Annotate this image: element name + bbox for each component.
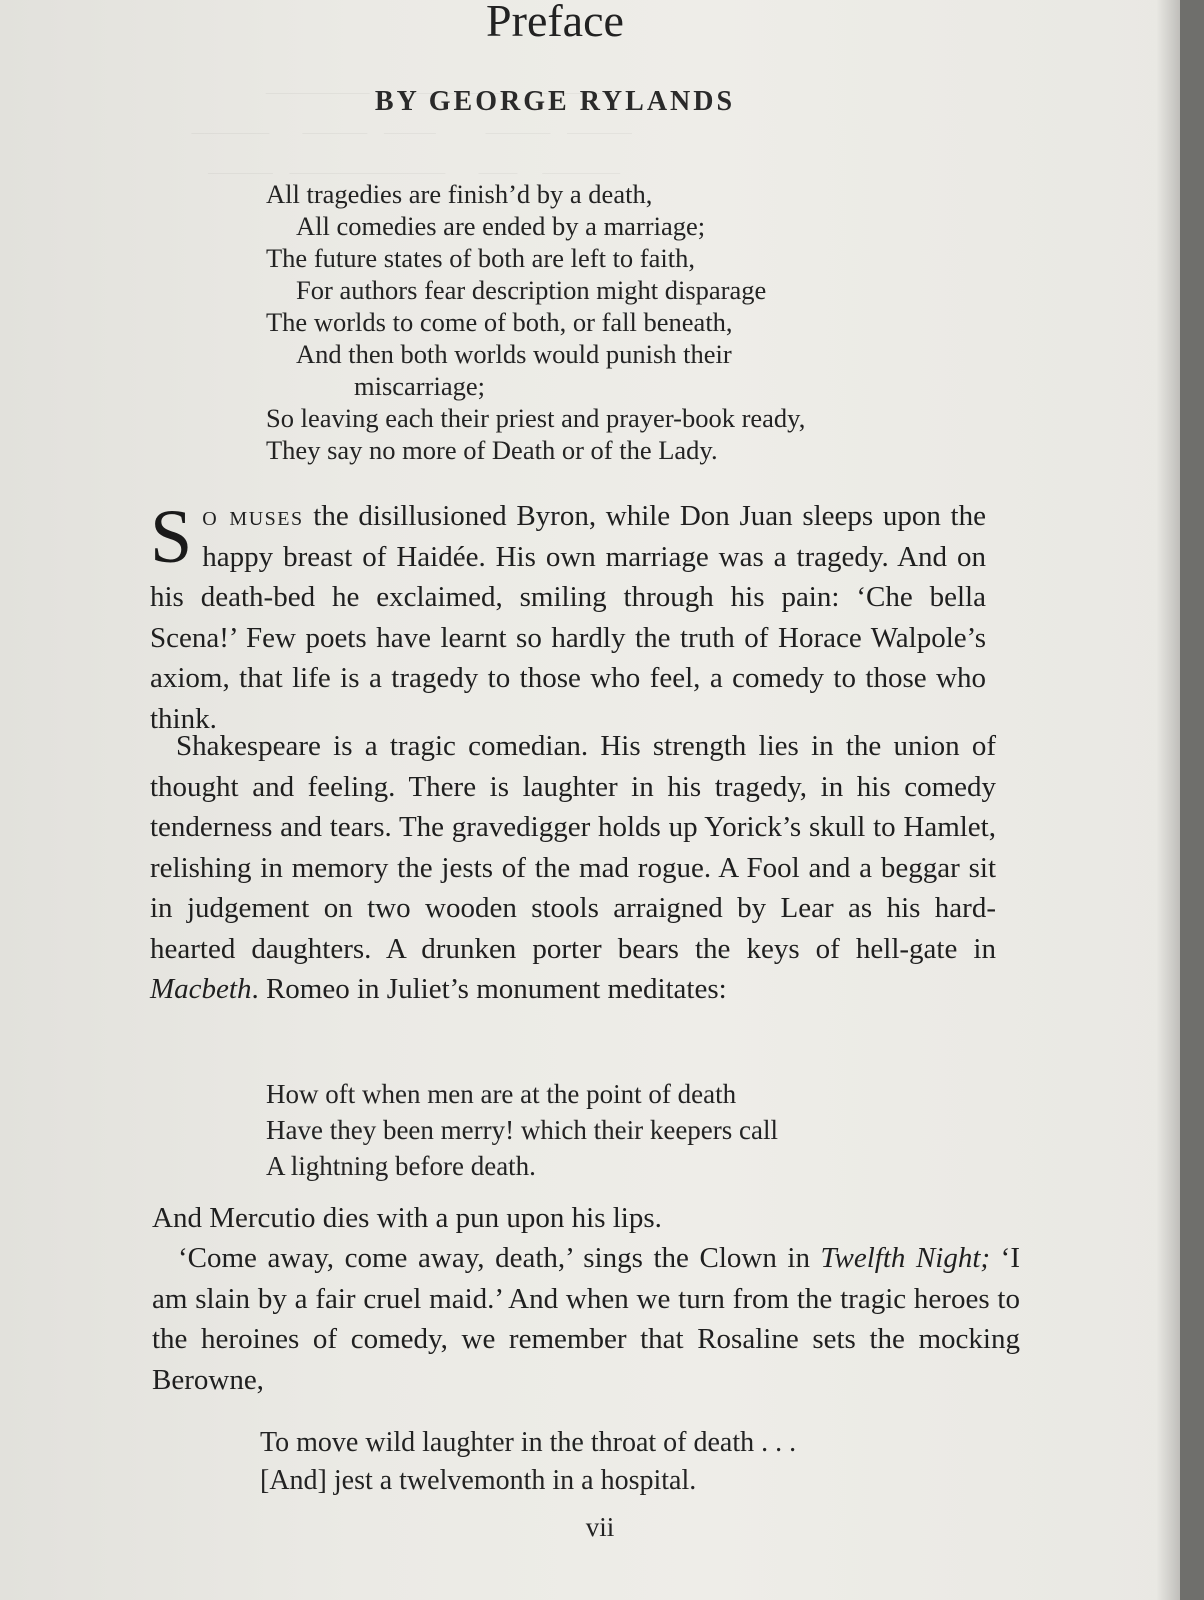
romeo-verse [266, 1076, 778, 1184]
verse-line: Have they been merry! which their keepers call [266, 1115, 779, 1145]
paragraph-text: ‘Come away, come away, death,’ sings the Clown in [178, 1242, 821, 1274]
play-title: Twelfth Night; [820, 1242, 991, 1274]
drop-cap: S [150, 495, 193, 579]
verse-line: How oft when men are at the point of death [266, 1079, 737, 1109]
paragraph-byron [150, 496, 986, 739]
paragraph-text: ‘I am slain by a fair cruel maid.’ And when we turn from the tragic heroes to the heroines of comedy, we remember that Rosaline sets the mocking Berowne, [152, 1242, 1020, 1396]
verse-line: [And] jest a twelvemonth in a hospital. [260, 1465, 697, 1496]
opening-verse [266, 178, 805, 466]
verse-line: A lightning before death. [266, 1151, 536, 1181]
verse-line: And then both worlds would punish their [296, 339, 732, 369]
paragraph-twelfth-night [152, 1238, 1020, 1400]
page-edge-shadow [1156, 0, 1180, 1600]
verse-line: To move wild laughter in the throat of death . . . [260, 1427, 797, 1458]
small-caps-opening: o muses [202, 500, 304, 532]
page-number: vii [585, 1512, 615, 1542]
verse-line: All tragedies are finish’d by a death, [266, 179, 653, 209]
byline: BY GEORGE RYLANDS [374, 86, 736, 117]
paragraph-mercutio [152, 1198, 1012, 1239]
verse-line: The worlds to come of both, or fall beneath, [266, 307, 733, 337]
paragraph-shakespeare [150, 726, 996, 1010]
berowne-verse [260, 1424, 796, 1500]
verse-line: All comedies are ended by a marriage; [296, 211, 706, 241]
verse-line: For authors fear description might disparage [296, 275, 767, 305]
verse-line: So leaving each their priest and prayer-book ready, [266, 403, 806, 433]
page-title: Preface [486, 0, 624, 46]
verse-line: They say no more of Death or of the Lady. [266, 435, 718, 465]
paragraph-text: . Romeo in Juliet’s monument meditates: [251, 973, 727, 1005]
play-title: Macbeth [150, 973, 252, 1005]
paragraph-text: And Mercutio dies with a pun upon his lips. [152, 1202, 662, 1234]
show-through-text: ________ ____ ___ ______ ______ _____ ____ _____ _____ _____ ____________ ___ ______ [191, 65, 633, 175]
paragraph-text: the disillusioned Byron, while Don Juan sleeps upon the happy breast of Haidée. His own marriage was a tragedy. And on his death-bed he exclaimed, smiling through his pain: ‘Che bella Scena!’ Few poets have learnt so hardly the truth of Horace Walpole’s axiom, that life is a tragedy to those who feel, a comedy to those who think. [150, 500, 986, 735]
paragraph-text: Shakespeare is a tragic comedian. His strength lies in the union of thought and feeling. There is laughter in his tragedy, in his comedy tenderness and tears. The gravedigger holds up Yorick’s skull to Hamlet, relishing in memory the jests of the mad rogue. A Fool and a beggar sit in judgement on two wooden stools arraigned by Lear as his hard-hearted daughters. A drunken porter bears the keys of hell-gate in [150, 730, 996, 965]
verse-line: The future states of both are left to faith, [266, 243, 695, 273]
verse-line: miscarriage; [354, 371, 485, 401]
